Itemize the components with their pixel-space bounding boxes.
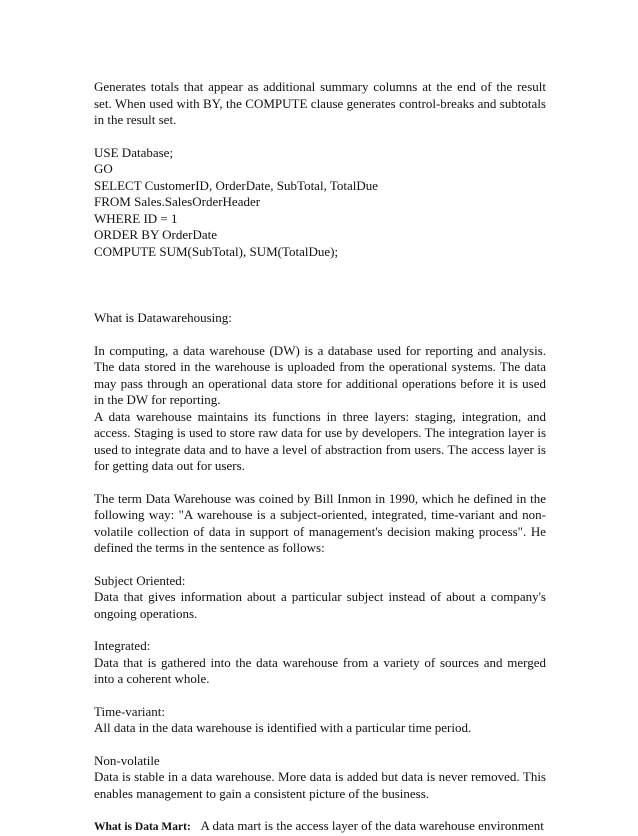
term-definition: Data that gives information about a particular subject instead of about a company's ongoing operations.: [94, 589, 546, 621]
data-mart-label: What is Data Mart:: [94, 821, 191, 833]
intro-paragraph: Generates totals that appear as additional summary columns at the end of the result set. When used with BY, the COMPUTE clause generates control-breaks and subtotals in the result set.: [94, 79, 546, 127]
spacer: [94, 622, 546, 638]
spacer: [94, 260, 546, 310]
spacer: [94, 327, 546, 343]
code-line: ORDER BY OrderDate: [94, 227, 217, 242]
spacer: [94, 688, 546, 704]
term-label: Subject Oriented:: [94, 572, 186, 588]
term-label: Time-variant:: [94, 703, 166, 719]
term-block: [94, 638, 546, 688]
document-page: [94, 79, 546, 836]
paragraph-definition: In computing, a data warehouse (DW) is a database used for reporting and analysis. The data stored in the warehouse is uploaded from the operational systems. The data may pass through an operational data store for additional operations before it is used in the DW for reporting.: [94, 342, 546, 407]
paragraph-layers: A data warehouse maintains its functions in three layers: staging, integration, and access. Staging is used to store raw data for use by developers. The integration layer is used to integrate data and to have a level of abstraction from users. The access layer is for getting data out for users.: [94, 408, 546, 473]
code-line: SELECT CustomerID, OrderDate, SubTotal, TotalDue: [94, 177, 379, 193]
code-line: USE Database;: [94, 144, 174, 160]
term-label: Non-volatile: [94, 752, 160, 768]
term-block: [94, 704, 546, 737]
spacer: [94, 557, 546, 573]
section-heading: What is Datawarehousing:: [94, 310, 232, 325]
code-block: [94, 145, 546, 261]
term-definition: Data that is gathered into the data warehouse from a variety of sources and merged into a coherent whole.: [94, 654, 546, 686]
spacer: [94, 475, 546, 491]
term-block: [94, 753, 546, 803]
term-label: Integrated:: [94, 638, 151, 653]
term-definition: All data in the data warehouse is identified with a particular time period.: [94, 720, 472, 735]
code-line: FROM Sales.SalesOrderHeader: [94, 194, 261, 209]
code-line: COMPUTE SUM(SubTotal), SUM(TotalDue);: [94, 243, 339, 259]
data-mart-paragraph: [94, 818, 546, 836]
term-definition: Data is stable in a data warehouse. More data is added but data is never removed. This enables management to gain a consistent picture of the business.: [94, 769, 546, 801]
spacer: [94, 802, 546, 818]
code-line: GO: [94, 161, 113, 176]
code-line: WHERE ID = 1: [94, 210, 178, 226]
spacer: [94, 129, 546, 145]
data-mart-text: A data mart is the access layer of the data warehouse environment: [200, 818, 544, 833]
spacer: [94, 737, 546, 753]
term-block: [94, 573, 546, 623]
paragraph-inmon: The term Data Warehouse was coined by Bill Inmon in 1990, which he defined in the following way: "A warehouse is a subject-oriented, integrated, time-variant and non-volatile collection of data in support of management's decision making process". He defined the terms in the sentence as follows:: [94, 490, 546, 555]
